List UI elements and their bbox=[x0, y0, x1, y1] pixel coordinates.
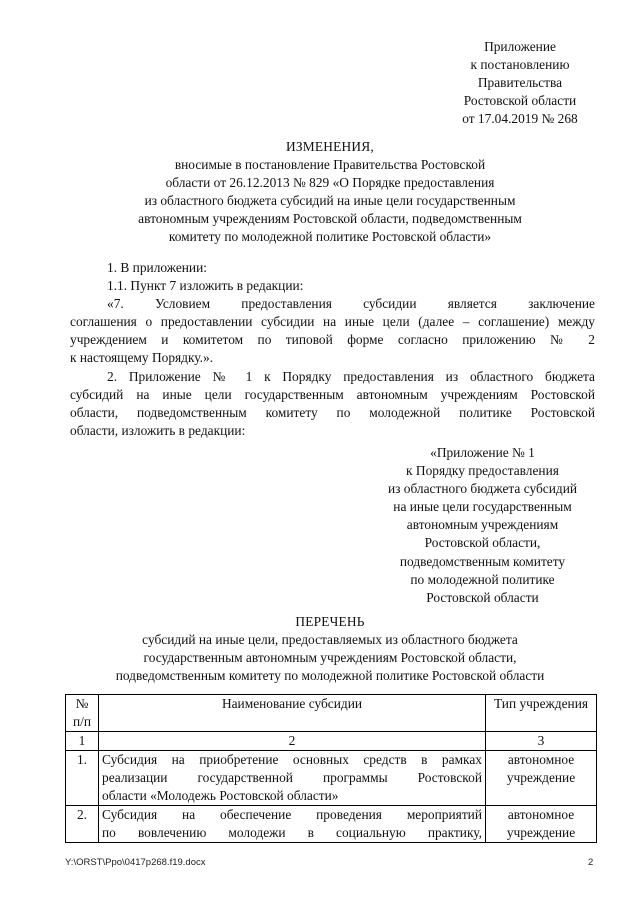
header-num-line: № bbox=[75, 696, 89, 711]
annex-line: Ростовской области, bbox=[424, 535, 541, 551]
annex-line: по молодежной политике bbox=[410, 571, 555, 587]
paragraph-2-line: области, подведомственным комитету по молодежной политике Ростовской bbox=[70, 404, 595, 420]
footer-file-path: Y:\ORST\Ppo\0417p268.f19.docx bbox=[65, 857, 206, 868]
list-title-line: государственным автономным учреждениям Ростовской области, bbox=[143, 650, 517, 666]
subsidy-table bbox=[65, 694, 597, 843]
header-type: Тип учреждения bbox=[486, 695, 597, 732]
annex-line: подведомственным комитету bbox=[399, 553, 566, 569]
row-type-line: учреждение bbox=[506, 825, 576, 840]
approval-line: Ростовской области bbox=[463, 93, 577, 109]
document-title bbox=[65, 138, 595, 247]
annex-line: из областного бюджета субсидий bbox=[387, 481, 578, 497]
paragraph-2-line: 2. Приложение № 1 к Порядку предоставления из областного бюджета bbox=[107, 368, 595, 384]
list-title-line: субсидий на иные цели, предоставляемых из областного бюджета bbox=[142, 632, 518, 648]
list-title bbox=[65, 613, 595, 685]
row-name-line: Субсидия на приобретение основных средств в рамках bbox=[102, 752, 482, 767]
title-line: области от 26.12.2013 № 829 «О Порядке предоставления bbox=[165, 175, 495, 191]
row-name-line: по вовлечению молодежи в социальную практику, bbox=[102, 825, 482, 840]
footer-page-number: 2 bbox=[588, 857, 594, 868]
row-name-line: Субсидия на обеспечение проведения мероприятий bbox=[102, 807, 482, 822]
approval-line: Приложение bbox=[484, 39, 556, 54]
row-name bbox=[99, 806, 486, 843]
header-name: Наименование субсидии bbox=[99, 695, 486, 732]
annex-header bbox=[370, 444, 595, 607]
approval-line: Правительства bbox=[477, 75, 563, 91]
row-num: 2. bbox=[66, 806, 99, 843]
row-type bbox=[486, 751, 597, 806]
title-line: комитету по молодежной политике Ростовской области» bbox=[168, 229, 492, 245]
annex-line: на иные цели государственным bbox=[393, 499, 572, 515]
paragraph-7-line: «7. Условием предоставления субсидии является заключение bbox=[107, 296, 595, 312]
title-heading: ИЗМЕНЕНИЯ, bbox=[286, 139, 374, 154]
document-body bbox=[70, 259, 595, 440]
table-row bbox=[66, 751, 597, 806]
paragraph-7-line: учреждением и комитетом по типовой форме согласно приложению № 2 bbox=[70, 332, 595, 348]
list-title-line: подведомственным комитету по молодежной политике Ростовской области bbox=[115, 668, 545, 684]
paragraph-7-line: к настоящему Порядку.». bbox=[70, 350, 214, 366]
paragraph-2-line: области, изложить в редакции: bbox=[70, 422, 246, 438]
row-name bbox=[99, 751, 486, 806]
paragraph-1-1: 1.1. Пункт 7 изложить в редакции: bbox=[107, 278, 304, 294]
approval-line: от 17.04.2019 № 268 bbox=[462, 111, 578, 127]
table-row bbox=[66, 806, 597, 843]
approval-line: к постановлению bbox=[470, 57, 570, 73]
approval-block bbox=[420, 38, 620, 128]
row-type-line: автономное bbox=[507, 752, 575, 767]
list-heading: ПЕРЕЧЕНЬ bbox=[295, 614, 365, 629]
row-name-line: реализации государственной программы Ростовской bbox=[102, 770, 482, 785]
table-header-row bbox=[66, 695, 597, 732]
header-num bbox=[66, 695, 99, 732]
title-line: вносимые в постановление Правительства Ростовской bbox=[174, 157, 486, 173]
row-name-line: области «Молодежь Ростовской области» bbox=[102, 788, 339, 803]
title-line: автономным учреждениям Ростовской области, подведомственным bbox=[138, 211, 522, 227]
column-number: 3 bbox=[486, 732, 597, 751]
paragraph-1: 1. В приложении: bbox=[107, 260, 207, 275]
annex-line: Ростовской области bbox=[426, 589, 539, 605]
table-column-numbers-row bbox=[66, 732, 597, 751]
row-type-line: учреждение bbox=[506, 770, 576, 785]
paragraph-7-line: соглашения о предоставлении субсидии на иные цели (далее – соглашение) между bbox=[70, 314, 595, 330]
title-line: из областного бюджета субсидий на иные цели государственным bbox=[144, 193, 516, 209]
row-num: 1. bbox=[66, 751, 99, 806]
annex-line: автономным учреждениям bbox=[406, 517, 559, 533]
row-type bbox=[486, 806, 597, 843]
paragraph-2-line: субсидий на иные цели государственным автономным учреждениям Ростовской bbox=[70, 386, 595, 402]
row-type-line: автономное bbox=[507, 807, 575, 822]
annex-line: «Приложение № 1 bbox=[430, 445, 535, 460]
header-num-line: п/п bbox=[72, 714, 92, 729]
column-number: 2 bbox=[99, 732, 486, 751]
annex-line: к Порядку предоставления bbox=[406, 463, 559, 479]
column-number: 1 bbox=[66, 732, 99, 751]
